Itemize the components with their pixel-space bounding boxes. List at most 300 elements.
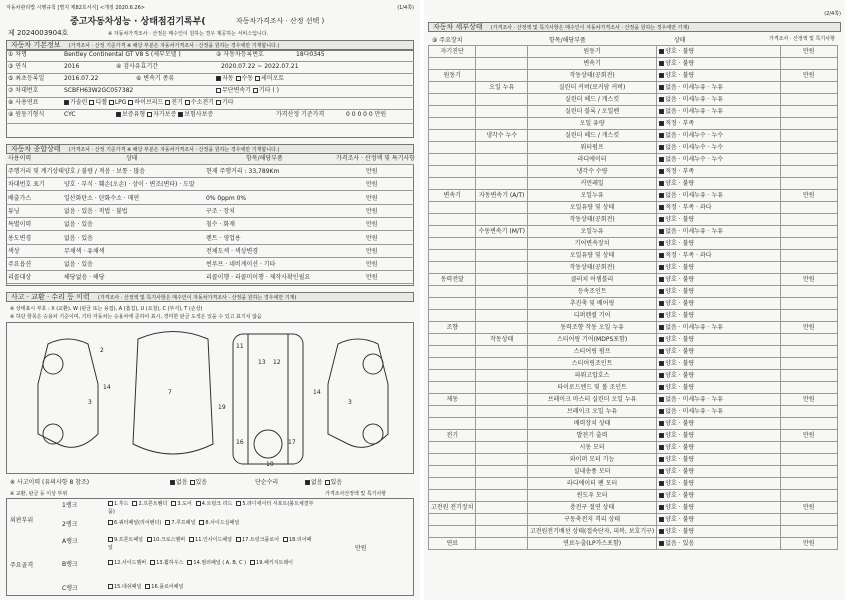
rank-items [108, 536, 318, 552]
status-row [6, 245, 414, 258]
detail-amount: 만원 [780, 274, 837, 286]
car-label: 12 [273, 359, 281, 366]
form-title-rest: 자동차가격조사 · 산정 선택 ) [236, 17, 325, 25]
detail-item: 실린더 커버(로커암 커버) [527, 82, 656, 94]
detail-item: 윈도우 모터 [527, 490, 656, 502]
detail-subcategory [476, 526, 527, 538]
detail-row [429, 154, 838, 166]
status-label: 용도변경 [8, 234, 32, 242]
right-page [424, 0, 845, 600]
detail-row [429, 178, 838, 190]
detail-state: 없음 · 미세누유 · 누유 [657, 406, 780, 418]
accident-history-label: ※ 사고이력 (유의사항 8 참조) [10, 479, 90, 486]
detail-item: 파워고압호스 [527, 370, 656, 382]
detail-category [429, 250, 476, 262]
detail-category [429, 262, 476, 274]
detail-item: 기어변속장치 [527, 238, 656, 250]
detail-state: 양호 · 불량 [657, 178, 780, 190]
detail-state: 양호 · 불량 [657, 334, 780, 346]
status-detail: 현재 주행거리 : 33,789Km [206, 168, 280, 175]
detail-subcategory [476, 106, 527, 118]
detail-row [429, 466, 838, 478]
detail-item: 커먼레일 [527, 178, 656, 190]
detail-item: 라디에이터 팬 모터 [527, 478, 656, 490]
detail-row [429, 382, 838, 394]
status-amount: 만원 [366, 221, 378, 229]
simple-repair-options: 없음 있음 [305, 477, 342, 486]
car-label: 14 [103, 384, 111, 391]
car-top-view [133, 332, 213, 455]
detail-category [429, 382, 476, 394]
rank-items [108, 583, 318, 591]
status-row [6, 192, 414, 205]
detail-state: 없음 · 미세누유 · 누유 [657, 322, 780, 334]
detail-subcategory [476, 478, 527, 490]
detail-subcategory [476, 46, 527, 58]
detail-item: 구동축전지 격리 상태 [527, 514, 656, 526]
detail-subcategory [476, 514, 527, 526]
detail-subcategory [476, 70, 527, 82]
detail-amount [780, 526, 837, 538]
rank-item: 16.플로어패널 [145, 584, 183, 590]
detail-state: 양호 · 불량 [657, 466, 780, 478]
status-amount: 만원 [366, 274, 378, 282]
car-label: 16 [236, 439, 244, 446]
detail-subcategory [476, 286, 527, 298]
detail-amount [780, 226, 837, 238]
detail-state: 양호 · 불량 [657, 382, 780, 394]
detail-category [429, 490, 476, 502]
detail-amount [780, 418, 837, 430]
outer-panel-label: 외판부위 [10, 517, 34, 524]
detail-subcategory [476, 490, 527, 502]
detail-subcategory [476, 142, 527, 154]
status-state: 해당없음 · 해당 [64, 274, 105, 282]
detail-row [429, 334, 838, 346]
detail-amount [780, 130, 837, 142]
detail-subcategory [476, 346, 527, 358]
detail-amount [780, 250, 837, 262]
detail-item: 추진축 및 베어링 [527, 298, 656, 310]
col-amt: 가격조사 · 산정액 및 특기사항 [769, 36, 835, 42]
detail-amount [780, 454, 837, 466]
status-state: 없음 · 있음 [64, 221, 93, 229]
car-left-side [38, 339, 98, 447]
detail-amount [780, 202, 837, 214]
legend-text: ※ 상태표시 부호 : X (교환), W (판금 또는 용접), A (흠집), U (요철), C (부식), T (손상) [10, 306, 203, 312]
detail-category [429, 298, 476, 310]
detail-row [429, 490, 838, 502]
detail-state: 양호 · 불량 [657, 238, 780, 250]
detail-item: 스티어링조인트 [527, 358, 656, 370]
detail-row [429, 82, 838, 94]
detail-amount [780, 490, 837, 502]
rank-items [108, 500, 318, 516]
accident-history-options: 없음 있음 [170, 477, 207, 486]
detail-subcategory [476, 430, 527, 442]
detail-amount [780, 370, 837, 382]
detail-state: 양호 · 불량 [657, 58, 780, 70]
detail-state: 양호 · 불량 [657, 490, 780, 502]
basic-row-4: ⑦ 차대번호 SCBFH63W2GC057382 무단변속기 기타 ( ) [6, 86, 414, 98]
detail-category [429, 238, 476, 250]
detail-category [429, 214, 476, 226]
detail-category: 변속기 [429, 190, 476, 202]
detail-item: 시동 모터 [527, 442, 656, 454]
status-row [6, 218, 414, 231]
status-label: 색상 [8, 247, 20, 255]
detail-state: 양호 · 불량 [657, 454, 780, 466]
detail-row [429, 130, 838, 142]
rank-items [108, 559, 318, 567]
detail-item: 작동상태(공회전) [527, 214, 656, 226]
detail-row [429, 346, 838, 358]
rank-item: 18.리어패널 [108, 537, 312, 551]
status-amount: 만원 [366, 168, 378, 175]
detail-subcategory [476, 310, 527, 322]
status-row [6, 178, 414, 191]
detail-state: 없음 · 미세누유 · 누유 [657, 226, 780, 238]
detail-row [429, 202, 838, 214]
detail-state: 없음 · 미세누수 · 누수 [657, 154, 780, 166]
col-item: 항목/해당부품 [549, 37, 586, 44]
main-frame-label: 주요골격 [10, 562, 34, 569]
detail-amount: 만원 [780, 70, 837, 82]
detail-category [429, 418, 476, 430]
detail-amount: 만원 [780, 502, 837, 514]
detail-amount [780, 262, 837, 274]
replace-header: ※ 교환, 판금 등 이상 부위 [10, 491, 68, 497]
detail-state: 없음 · 있음 [657, 538, 780, 550]
detail-category [429, 58, 476, 70]
legend-text-2: ※ 하단 항목은 승용차 기준이며, 기타 자동차는 승용차에 준하여 표시, 경미한 판금 도색은 있을 수 있고 표기치 않음 [10, 314, 262, 320]
detail-state: 없음 · 미세누수 · 누수 [657, 142, 780, 154]
detail-item: 변속기 [527, 58, 656, 70]
detail-item: 실내송풍 모터 [527, 466, 656, 478]
detail-subcategory [476, 178, 527, 190]
detail-amount: 만원 [780, 322, 837, 334]
detail-category [429, 334, 476, 346]
detail-item: 브레이크 마스터 실린더 오일 누유 [527, 394, 656, 406]
rank-label: 2랭크 [62, 521, 78, 528]
detail-row [429, 430, 838, 442]
detail-subcategory [476, 322, 527, 334]
detail-amount [780, 310, 837, 322]
status-state: 일산화탄소 · 탄화수소 · 매연 [64, 194, 140, 202]
detail-category [429, 130, 476, 142]
detail-state: 없음 · 미세누유 · 누유 [657, 394, 780, 406]
detail-item: 원동기 [527, 46, 656, 58]
status-label: 주행거리 및 계기상태 [8, 168, 64, 175]
detail-row [429, 46, 838, 58]
detail-amount [780, 406, 837, 418]
car-label: 2 [100, 347, 104, 354]
status-state: 없음 · 있음 [64, 261, 93, 269]
status-label: 배출가스 [8, 194, 32, 202]
status-col-header: 사용이력 상태 항목/해당부품 가격조사 · 산정액 및 특기사항 [6, 154, 414, 165]
detail-row [429, 166, 838, 178]
status-amount: 만원 [366, 234, 378, 242]
detail-amount [780, 466, 837, 478]
detail-amount [780, 166, 837, 178]
detail-subcategory: 자동변속기 (A/T) [476, 190, 527, 202]
detail-subcategory: 작동상태 [476, 334, 527, 346]
basic-row-5: ⑧ 사용연료 가솔린 디젤 LPG 하이브리드 전기 수소전기 기타 [6, 98, 414, 110]
detail-category [429, 358, 476, 370]
detail-subcategory [476, 298, 527, 310]
detail-item: 오일유량 및 상태 [527, 202, 656, 214]
detail-category [429, 166, 476, 178]
detail-category [429, 478, 476, 490]
detail-row [429, 406, 838, 418]
car-right-side [328, 339, 388, 447]
rank-item: 10.크로스멤버 [147, 537, 185, 543]
detail-subcategory [476, 202, 527, 214]
status-row [6, 205, 414, 218]
detail-row [429, 370, 838, 382]
detail-amount [780, 214, 837, 226]
left-page [0, 0, 420, 600]
detail-category [429, 226, 476, 238]
detail-category: 연료 [429, 538, 476, 550]
detail-state: 없음 · 미세누유 · 누유 [657, 82, 780, 94]
detail-state: 적정 · 부족 · 과다 [657, 250, 780, 262]
basic-row-3: ⑤ 최초등록일 2016.07.22 ⑥ 변속기 종류 자동 수동 세미오토 [6, 74, 414, 86]
rank-label: B랭크 [62, 561, 78, 568]
rank-item: 7.루프패널 [165, 520, 195, 526]
car-label: 14 [313, 389, 321, 396]
rank-item: 2.프론트휀더 [132, 501, 167, 507]
status-detail: 리콜이행 · 리콜미이행 · 제작사확인필요 [206, 274, 311, 282]
car-label: 13 [258, 359, 266, 366]
detail-row [429, 106, 838, 118]
detail-amount [780, 58, 837, 70]
rank-item: 6.쿼터패널(리어펜더) [108, 520, 161, 526]
detail-state: 적정 · 부족 [657, 166, 780, 178]
detail-category [429, 442, 476, 454]
detail-subcategory: 오일 누유 [476, 82, 527, 94]
detail-subcategory [476, 154, 527, 166]
replace-amt-header: 가격조사산정액 및 특기사항 [325, 491, 387, 497]
status-row [6, 232, 414, 245]
detail-item: 라디에이터 [527, 154, 656, 166]
detail-category [429, 406, 476, 418]
status-label: 주요옵션 [8, 261, 32, 269]
detail-item: 작동상태(공회전) [527, 262, 656, 274]
detail-item: 와이퍼 모터 기능 [527, 454, 656, 466]
detail-state: 양호 · 불량 [657, 346, 780, 358]
status-state: 양호 · 부식 · 훼손(오손) · 상이 · 변조(변타) · 도말 [64, 181, 195, 189]
detail-subcategory [476, 262, 527, 274]
rank-item: 13.휠하우스 [150, 560, 183, 566]
detail-row [429, 70, 838, 82]
detail-category: 동력전달 [429, 274, 476, 286]
detail-row [429, 142, 838, 154]
detail-subcategory [476, 274, 527, 286]
car-label: 11 [236, 343, 244, 350]
detail-item: 오일누유 [527, 190, 656, 202]
detail-subcategory [476, 406, 527, 418]
detail-subcategory [476, 94, 527, 106]
status-detail: 렌트 · 영업용 [206, 234, 241, 242]
detail-item: 동력조향 작동 오일 누유 [527, 322, 656, 334]
detail-subcategory [476, 442, 527, 454]
detail-category [429, 82, 476, 94]
detail-state: 양호 · 불량 [657, 70, 780, 82]
status-detail: 구조 · 장치 [206, 207, 235, 215]
detail-amount [780, 106, 837, 118]
detail-category [429, 118, 476, 130]
detail-item: 스티어링 기어(MDPS포함) [527, 334, 656, 346]
status-label: 리콜대상 [8, 274, 32, 282]
detail-state: 양호 · 불량 [657, 298, 780, 310]
status-state: 없음 · 있음 · 적법 · 불법 [64, 207, 128, 215]
rank-item: 8.사이드실패널 [199, 520, 239, 526]
detail-item: 오일유량 및 상태 [527, 250, 656, 262]
detail-state: 양호 · 불량 [657, 262, 780, 274]
detail-row [429, 358, 838, 370]
status-detail: 썬루프 · 네비게이션 · 기타 [206, 261, 276, 269]
detail-row [429, 418, 838, 430]
detail-row [429, 322, 838, 334]
detail-category: 원동기 [429, 70, 476, 82]
detail-row [429, 190, 838, 202]
detail-item: 워터펌프 [527, 142, 656, 154]
status-amount: 만원 [366, 207, 378, 215]
detail-state: 적정 · 부족 [657, 118, 780, 130]
car-diagram [8, 324, 412, 472]
detail-row [429, 514, 838, 526]
detail-state: 양호 · 불량 [657, 370, 780, 382]
detail-row [429, 478, 838, 490]
detail-subcategory: 수동변속기 (M/T) [476, 226, 527, 238]
status-detail: 침수 · 화재 [206, 221, 235, 229]
detail-amount: 만원 [780, 46, 837, 58]
detail-subcategory [476, 250, 527, 262]
detail-row [429, 58, 838, 70]
detail-row [429, 454, 838, 466]
detail-amount [780, 514, 837, 526]
detail-row [429, 226, 838, 238]
rank-item: 12.사이드멤버 [108, 560, 146, 566]
car-label: 7 [168, 389, 172, 396]
detail-subcategory [476, 382, 527, 394]
detail-amount [780, 334, 837, 346]
detail-amount [780, 238, 837, 250]
detail-amount [780, 118, 837, 130]
detail-subcategory [476, 118, 527, 130]
status-amount: 만원 [366, 194, 378, 202]
detail-table [428, 45, 838, 550]
detail-state: 양호 · 불량 [657, 286, 780, 298]
detail-item: 연료누출(LP가스포함) [527, 538, 656, 550]
status-state: 양호 / 불량 / 적음 · 보통 · 많음 [64, 168, 146, 175]
detail-state: 양호 · 불량 [657, 442, 780, 454]
detail-subcategory [476, 454, 527, 466]
detail-amount: 만원 [780, 538, 837, 550]
detail-category [429, 346, 476, 358]
rank-item: 9.프론트패널 [108, 537, 143, 543]
detail-category [429, 466, 476, 478]
basic-row-1: ① 차명 Bentley Continental GT V8 S (세부모델 ) ② 자동차등록번호 18다0345 [6, 50, 414, 62]
col-main: ⑨ 주요장치 [432, 37, 463, 44]
rank-item: 15.대쉬패널 [108, 584, 141, 590]
detail-amount [780, 346, 837, 358]
detail-state: 없음 · 미세누수 · 누수 [657, 130, 780, 142]
status-row [6, 271, 414, 284]
top-note: 자동차관리법 시행규칙 [별지 제82호서식] <개정 2020.6.26> [6, 5, 145, 11]
detail-amount [780, 358, 837, 370]
status-state: 무채색 · 유채색 [64, 247, 105, 255]
detail-subcategory [476, 166, 527, 178]
detail-item: 스티어링 펌프 [527, 346, 656, 358]
accident-header: 사고 · 교환 · 수리 등 이력 (가격조사 · 산정액 및 특기사항은 매수인이 자동차가격조사 · 산정을 원하는 경우에만 기재) [6, 292, 414, 302]
detail-item: 실린더 블록 / 오일팬 [527, 106, 656, 118]
detail-row [429, 502, 838, 514]
detail-item: 오일누유 [527, 226, 656, 238]
basic-row-6: ⑨ 원동기형식 CYC 보증유형 자가보증 보험사보증 가격산정 기준가격 0 0 0 0 0 만원 [6, 110, 414, 124]
detail-item: 오일 유량 [527, 118, 656, 130]
status-label: 튜닝 [8, 207, 20, 215]
detail-amount: 만원 [780, 430, 837, 442]
rank-label: C랭크 [62, 585, 78, 592]
rank-item: 3.도어 [171, 501, 191, 507]
detail-row [429, 394, 838, 406]
rank-item: 11.인사이드패널 [189, 537, 232, 543]
detail-row [429, 442, 838, 454]
detail-subcategory [476, 58, 527, 70]
detail-state: 양호 · 불량 [657, 514, 780, 526]
detail-row [429, 310, 838, 322]
status-detail: 0% 0ppm 0% [206, 194, 247, 202]
detail-category [429, 94, 476, 106]
detail-category [429, 370, 476, 382]
status-label: 특별이력 [8, 221, 32, 229]
detail-state: 양호 · 불량 [657, 274, 780, 286]
rank-item: 1.후드 [108, 501, 128, 507]
right-page-number: (2/4쪽) [824, 11, 841, 17]
detail-category: 자기진단 [429, 46, 476, 58]
detail-item: 브레이크 오일 누유 [527, 406, 656, 418]
detail-category: 고전원 전기장치 [429, 502, 476, 514]
simple-repair-label: 단순수리 [255, 479, 279, 486]
detail-amount [780, 478, 837, 490]
rank-item: 14.필러패널 ( A, B, C ) [187, 560, 246, 566]
detail-row [429, 526, 838, 538]
detail-subcategory [476, 214, 527, 226]
status-detail: 전체도색 · 색상변경 [206, 247, 259, 255]
detail-category [429, 106, 476, 118]
detail-item: 타이로드엔드 및 볼 조인트 [527, 382, 656, 394]
detail-state: 양호 · 불량 [657, 214, 780, 226]
detail-category [429, 202, 476, 214]
detail-row [429, 94, 838, 106]
detail-row [429, 538, 838, 550]
detail-subcategory: 냉각수 누수 [476, 130, 527, 142]
detail-state: 양호 · 불량 [657, 502, 780, 514]
detail-category [429, 526, 476, 538]
detail-header: 자동차 세부상태 (가격조사 · 산정액 및 특기사항은 매수인이 자동차가격조사 · 산정을 원하는 경우에만 기재) [428, 22, 841, 32]
detail-state: 적정 · 부족 · 과다 [657, 202, 780, 214]
status-row [6, 165, 414, 178]
basic-info-header: 자동차 기본정보 (가격조사 · 산정 기준가격 ※ 해당 부분은 자동차가격조사 · 산정을 원하는 경우에만 기재합니다.) [6, 40, 414, 50]
detail-amount [780, 382, 837, 394]
detail-state: 양호 · 불량 [657, 310, 780, 322]
detail-amount [780, 178, 837, 190]
detail-subcategory [476, 238, 527, 250]
detail-amount [780, 82, 837, 94]
detail-row [429, 298, 838, 310]
